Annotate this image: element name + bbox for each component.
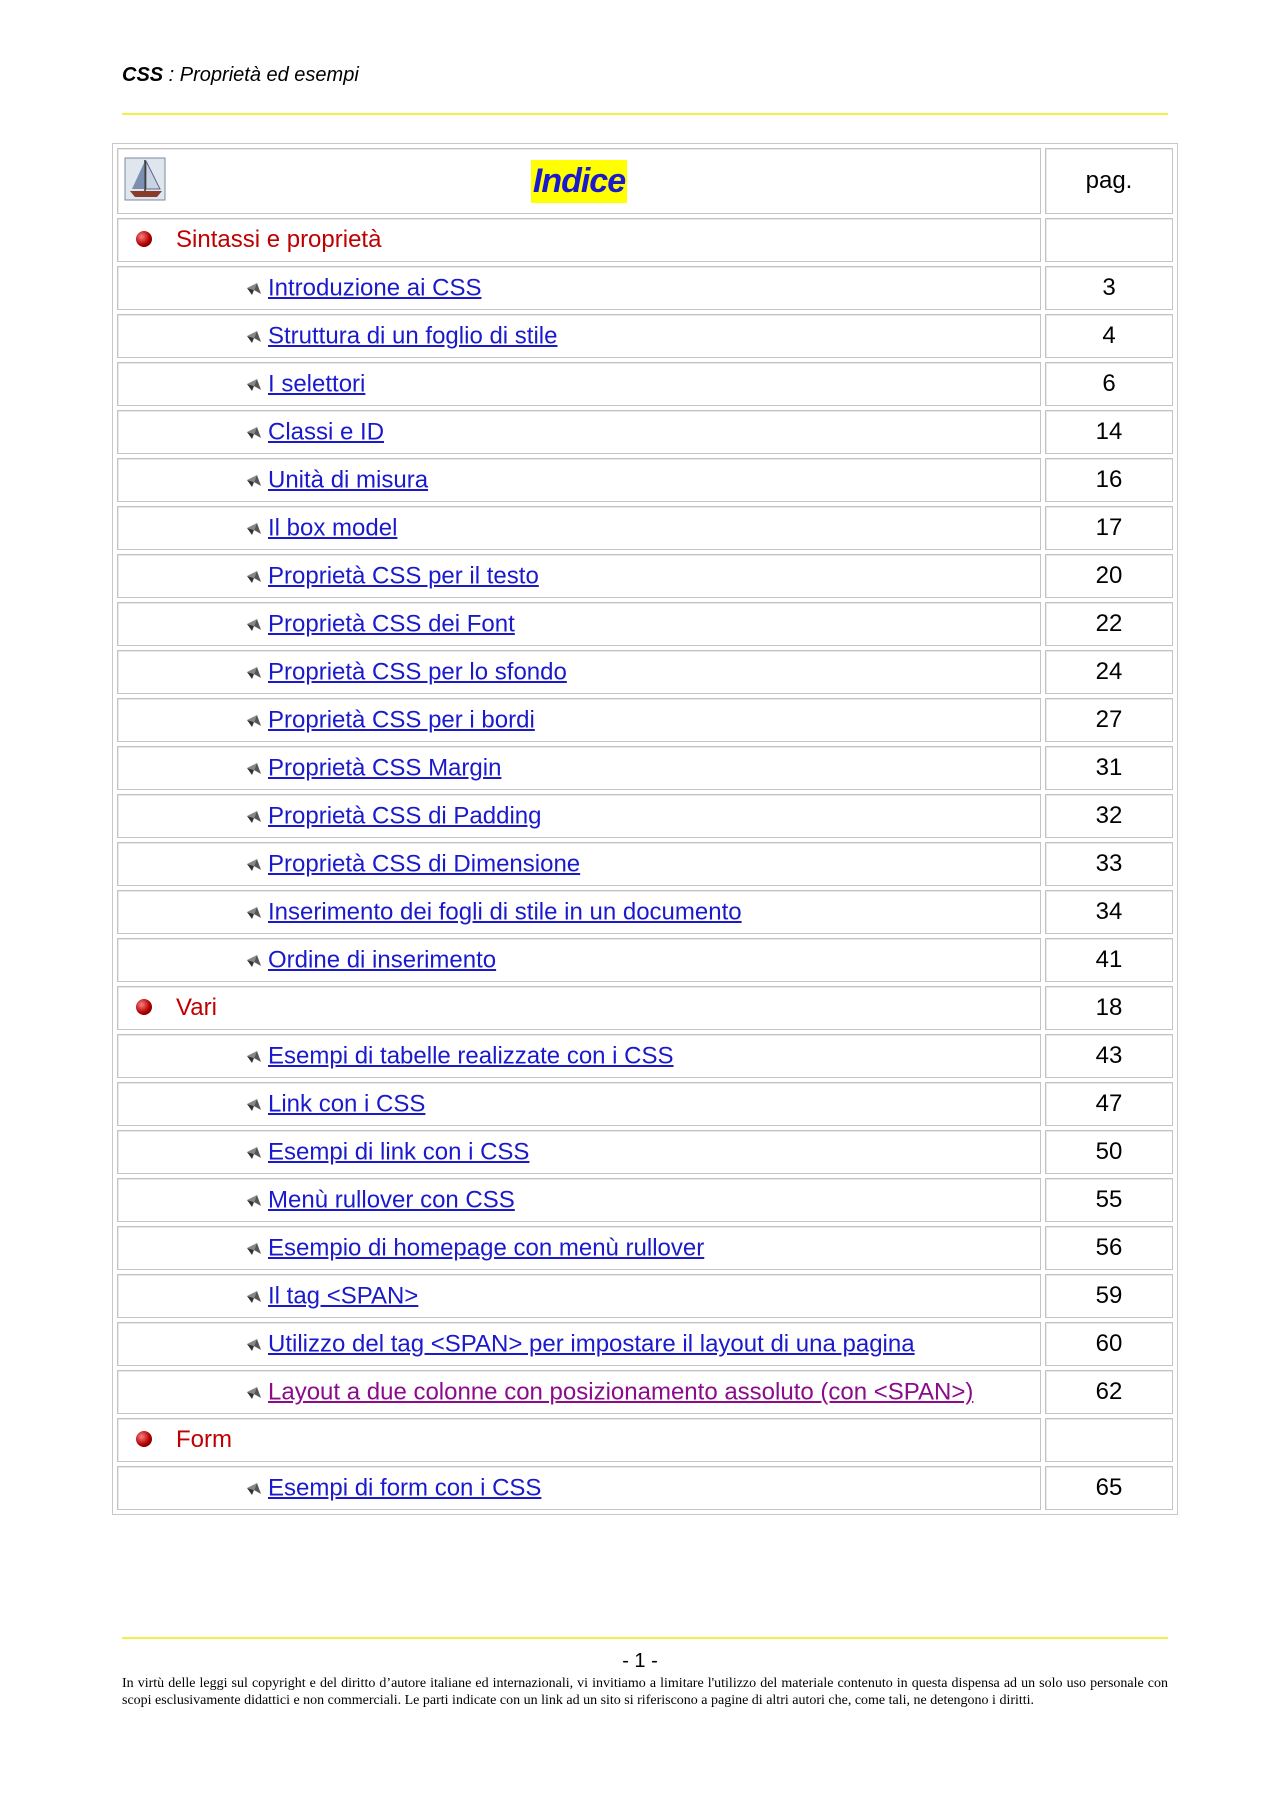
toc-title: Indice	[531, 160, 627, 203]
header-rule	[122, 113, 1168, 115]
toc-entry-row	[117, 554, 1173, 598]
toc-entry-page: 34	[1045, 890, 1173, 934]
toc-entry-link[interactable]: Link con i CSS	[268, 1090, 426, 1118]
arrow-bullet-icon	[246, 570, 262, 584]
toc-section-label: Sintassi e proprietà	[176, 226, 382, 253]
toc-entry-page: 16	[1045, 458, 1173, 502]
toc-entry-link[interactable]: Classi e ID	[268, 418, 385, 446]
toc-section-row	[117, 218, 1173, 262]
toc-entry-page: 33	[1045, 842, 1173, 886]
toc-entry-link[interactable]: Proprietà CSS per i bordi	[268, 706, 535, 734]
arrow-bullet-icon	[246, 1386, 262, 1400]
arrow-bullet-icon	[246, 330, 262, 344]
arrow-bullet-icon	[246, 1098, 262, 1112]
toc-entry-cell	[117, 1034, 1041, 1078]
toc-section-page	[1045, 1418, 1173, 1462]
toc-entry-cell	[117, 746, 1041, 790]
toc-table	[112, 143, 1178, 1515]
toc-section-label: Form	[176, 1426, 232, 1453]
toc-header-row	[117, 148, 1173, 214]
toc-entry-link[interactable]: Menù rullover con CSS	[268, 1186, 515, 1214]
page-column-header: pag.	[1045, 148, 1173, 214]
arrow-bullet-icon	[246, 618, 262, 632]
toc-entry-link[interactable]: Proprietà CSS Margin	[268, 754, 502, 782]
toc-entry-page: 43	[1045, 1034, 1173, 1078]
toc-entry-cell	[117, 698, 1041, 742]
toc-entry-link[interactable]: Struttura di un foglio di stile	[268, 322, 558, 350]
toc-section-cell	[117, 1418, 1041, 1462]
toc-entry-link[interactable]: Proprietà CSS per lo sfondo	[268, 658, 567, 686]
toc-entry-page: 47	[1045, 1082, 1173, 1126]
toc-entry-row	[117, 602, 1173, 646]
toc-entry-page: 4	[1045, 314, 1173, 358]
toc-entry-cell	[117, 458, 1041, 502]
arrow-bullet-icon	[246, 1482, 262, 1496]
toc-entry-page: 20	[1045, 554, 1173, 598]
toc-entry-link[interactable]: Unità di misura	[268, 466, 429, 494]
toc-entry-row	[117, 650, 1173, 694]
toc-entry-link[interactable]: Esempi di form con i CSS	[268, 1474, 542, 1502]
toc-section-page: 18	[1045, 986, 1173, 1030]
footer-rule	[122, 1637, 1168, 1639]
toc-entry-link[interactable]: Inserimento dei fogli di stile in un documento	[268, 898, 742, 926]
arrow-bullet-icon	[246, 954, 262, 968]
toc-section-cell	[117, 218, 1041, 262]
toc-entry-row	[117, 1178, 1173, 1222]
toc-entry-row	[117, 506, 1173, 550]
sailboat-logo-icon	[124, 157, 166, 201]
toc-entry-cell	[117, 842, 1041, 886]
arrow-bullet-icon	[246, 426, 262, 440]
toc-entry-page: 14	[1045, 410, 1173, 454]
arrow-bullet-icon	[246, 762, 262, 776]
toc-entry-link[interactable]: Proprietà CSS per il testo	[268, 562, 539, 590]
toc-entry-cell	[117, 314, 1041, 358]
toc-entry-link[interactable]: Esempi di link con i CSS	[268, 1138, 530, 1166]
toc-entry-link[interactable]: I selettori	[268, 370, 366, 398]
toc-entry-cell	[117, 794, 1041, 838]
arrow-bullet-icon	[246, 1194, 262, 1208]
toc-entry-cell	[117, 650, 1041, 694]
arrow-bullet-icon	[246, 378, 262, 392]
toc-entry-link[interactable]: Il box model	[268, 514, 398, 542]
toc-entry-row	[117, 314, 1173, 358]
toc-entry-cell	[117, 362, 1041, 406]
toc-entry-row	[117, 266, 1173, 310]
toc-title-cell	[117, 148, 1041, 214]
toc-entry-cell	[117, 1322, 1041, 1366]
arrow-bullet-icon	[246, 282, 262, 296]
toc-entry-page: 24	[1045, 650, 1173, 694]
toc-entry-link[interactable]: Layout a due colonne con posizionamento assoluto (con <SPAN>)	[268, 1378, 974, 1406]
page-number: - 1 -	[622, 1650, 658, 1672]
toc-entry-page: 6	[1045, 362, 1173, 406]
toc-section-row	[117, 986, 1173, 1030]
toc-entry-cell	[117, 938, 1041, 982]
toc-entry-link[interactable]: Il tag <SPAN>	[268, 1282, 419, 1310]
arrow-bullet-icon	[246, 1338, 262, 1352]
toc-section-page	[1045, 218, 1173, 262]
toc-entry-row	[117, 1274, 1173, 1318]
toc-entry-row	[117, 1466, 1173, 1510]
toc-entry-page: 60	[1045, 1322, 1173, 1366]
toc-entry-link[interactable]: Proprietà CSS di Padding	[268, 802, 542, 830]
toc-entry-cell	[117, 1274, 1041, 1318]
toc-section-cell	[117, 986, 1041, 1030]
toc-entry-row	[117, 746, 1173, 790]
arrow-bullet-icon	[246, 810, 262, 824]
toc-entry-cell	[117, 890, 1041, 934]
toc-entry-cell	[117, 1226, 1041, 1270]
toc-entry-row	[117, 794, 1173, 838]
toc-entry-row	[117, 458, 1173, 502]
red-bullet-icon	[136, 999, 152, 1015]
toc-entry-row	[117, 890, 1173, 934]
arrow-bullet-icon	[246, 666, 262, 680]
toc-entry-page: 62	[1045, 1370, 1173, 1414]
toc-entry-page: 3	[1045, 266, 1173, 310]
toc-entry-row	[117, 1370, 1173, 1414]
toc-entry-row	[117, 1226, 1173, 1270]
running-header	[122, 64, 359, 87]
toc-entry-page: 17	[1045, 506, 1173, 550]
arrow-bullet-icon	[246, 906, 262, 920]
toc-entry-page: 22	[1045, 602, 1173, 646]
toc-entry-link[interactable]: Proprietà CSS di Dimensione	[268, 850, 581, 878]
arrow-bullet-icon	[246, 1242, 262, 1256]
toc-entry-page: 65	[1045, 1466, 1173, 1510]
toc-entry-link[interactable]: Esempi di tabelle realizzate con i CSS	[268, 1042, 674, 1070]
arrow-bullet-icon	[246, 522, 262, 536]
toc-entry-link[interactable]: Esempio di homepage con menù rullover	[268, 1234, 705, 1262]
toc-entry-link[interactable]: Ordine di inserimento	[268, 946, 497, 974]
toc-entry-page: 32	[1045, 794, 1173, 838]
toc-entry-cell	[117, 602, 1041, 646]
toc-entry-page: 31	[1045, 746, 1173, 790]
arrow-bullet-icon	[246, 714, 262, 728]
toc-entry-cell	[117, 1466, 1041, 1510]
copyright-notice: In virtù delle leggi sul copyright e del diritto d’autore italiane ed internazionali, vi invitiamo a limitare l'utilizzo del materiale contenuto in questa dispensa ad un solo uso personale con scopi esclusivamente didattici e non commerciali. Le parti indicate con un link ad un sito si riferiscono a pagine di altri autori che, come tali, ne detengono i diritti.	[122, 1676, 1168, 1708]
arrow-bullet-icon	[246, 1290, 262, 1304]
toc-entry-cell	[117, 506, 1041, 550]
toc-entry-page: 41	[1045, 938, 1173, 982]
toc-entry-row	[117, 1082, 1173, 1126]
toc-entry-link[interactable]: Proprietà CSS dei Font	[268, 610, 515, 638]
toc-entry-row	[117, 1034, 1173, 1078]
toc-entry-row	[117, 410, 1173, 454]
toc-entry-cell	[117, 266, 1041, 310]
toc-entry-link[interactable]: Utilizzo del tag <SPAN> per impostare il layout di una pagina	[268, 1330, 915, 1358]
toc-entry-page: 55	[1045, 1178, 1173, 1222]
toc-entry-cell	[117, 1130, 1041, 1174]
arrow-bullet-icon	[246, 474, 262, 488]
toc-entry-row	[117, 842, 1173, 886]
toc-entry-row	[117, 1130, 1173, 1174]
header-subtitle: : Proprietà ed esempi	[163, 64, 359, 86]
toc-entry-cell	[117, 1370, 1041, 1414]
toc-entry-link[interactable]: Introduzione ai CSS	[268, 274, 482, 302]
toc-entry-page: 59	[1045, 1274, 1173, 1318]
toc-entry-cell	[117, 1082, 1041, 1126]
toc-entry-row	[117, 1322, 1173, 1366]
toc-entry-page: 27	[1045, 698, 1173, 742]
arrow-bullet-icon	[246, 858, 262, 872]
arrow-bullet-icon	[246, 1146, 262, 1160]
toc-section-row	[117, 1418, 1173, 1462]
toc-entry-page: 50	[1045, 1130, 1173, 1174]
header-app-name: CSS	[122, 64, 164, 86]
toc-entry-cell	[117, 410, 1041, 454]
toc-entry-cell	[117, 1178, 1041, 1222]
red-bullet-icon	[136, 1431, 152, 1447]
toc-entry-row	[117, 938, 1173, 982]
toc-entry-cell	[117, 554, 1041, 598]
red-bullet-icon	[136, 231, 152, 247]
toc-section-label: Vari	[176, 994, 217, 1021]
toc-entry-row	[117, 698, 1173, 742]
toc-entry-page: 56	[1045, 1226, 1173, 1270]
toc-entry-row	[117, 362, 1173, 406]
arrow-bullet-icon	[246, 1050, 262, 1064]
